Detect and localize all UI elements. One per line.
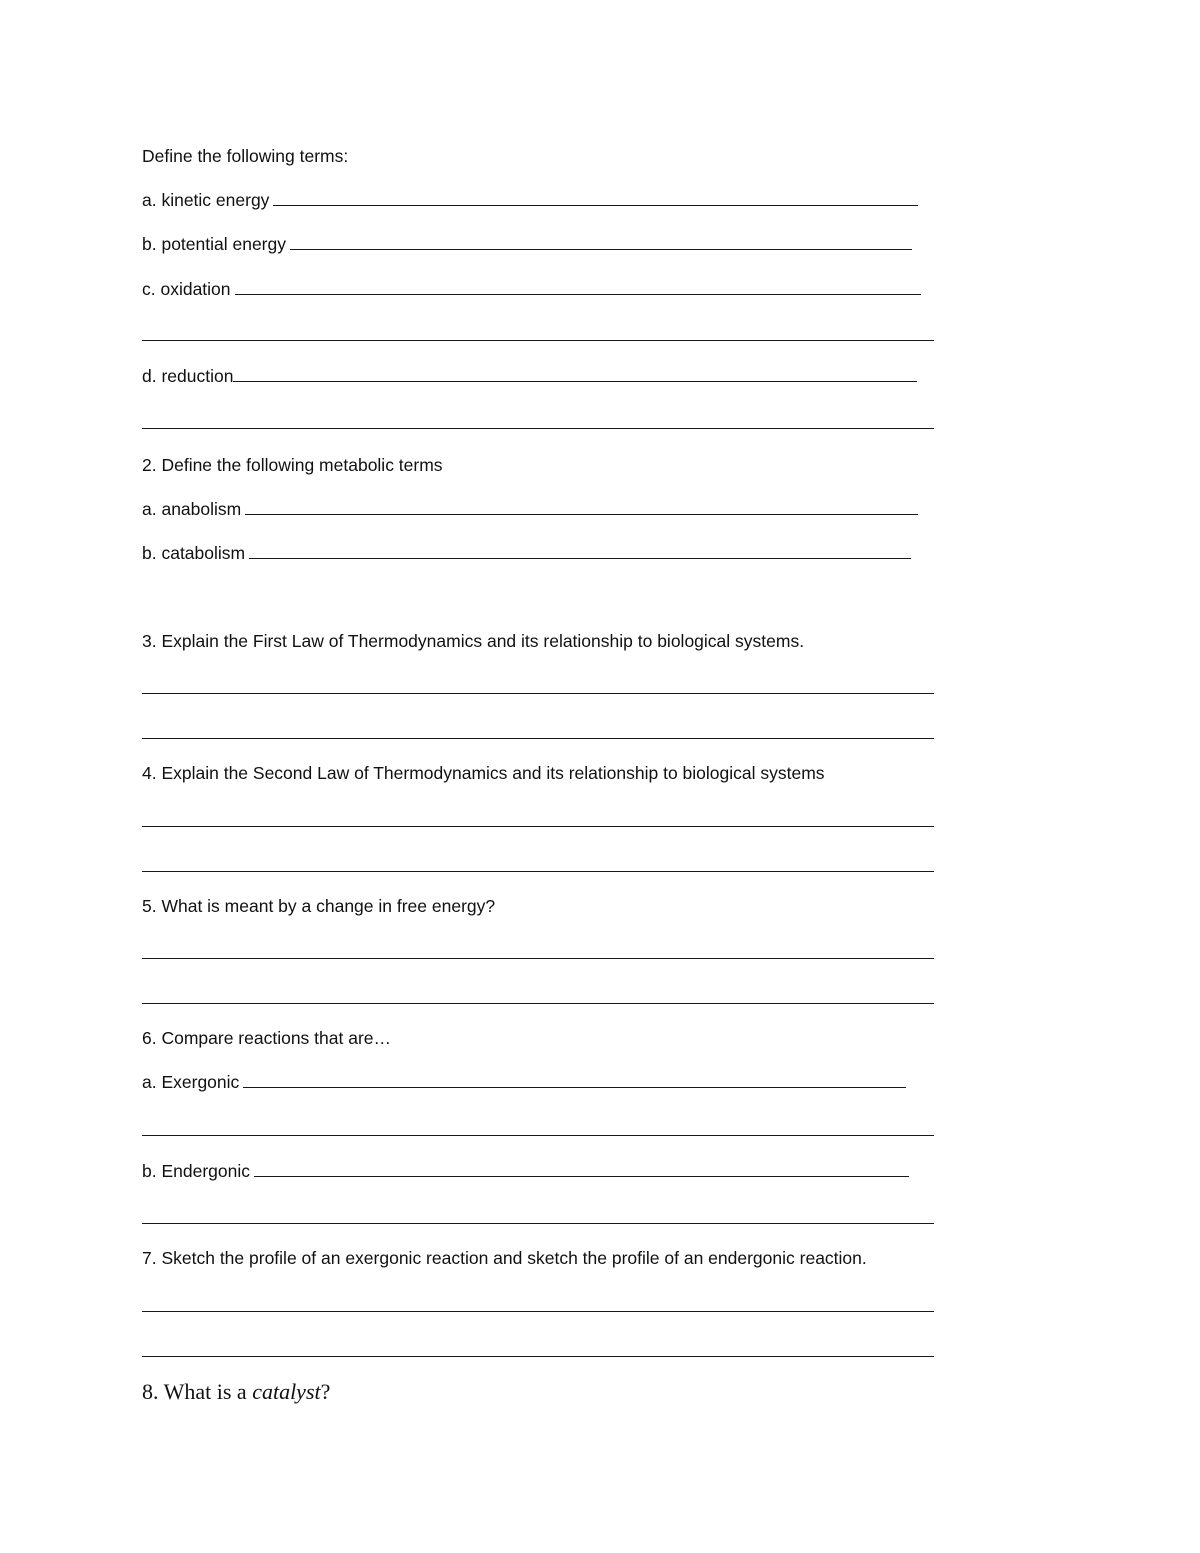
question-2-prompt: 2. Define the following metabolic terms: [142, 455, 443, 475]
question-8-suffix: ?: [320, 1379, 331, 1404]
answer-line[interactable]: [142, 1223, 934, 1224]
term-anabolism: [142, 498, 918, 520]
question-8-prefix: 8. What is a: [142, 1379, 253, 1404]
question-8-prompt: [142, 1379, 330, 1405]
term-exergonic: [142, 1071, 906, 1093]
answer-line[interactable]: [142, 1135, 934, 1136]
question-4-prompt: 4. Explain the Second Law of Thermodynamics and its relationship to biological systems: [142, 763, 825, 783]
term-catabolism: [142, 542, 911, 564]
answer-blank[interactable]: [235, 294, 921, 295]
answer-blank[interactable]: [233, 381, 917, 382]
answer-blank[interactable]: [290, 249, 912, 250]
answer-line[interactable]: [142, 871, 934, 872]
term-label: a. Exergonic: [142, 1072, 240, 1092]
question-5-prompt: 5. What is meant by a change in free energy?: [142, 896, 496, 916]
term-label: a. kinetic energy: [142, 190, 270, 210]
question-6-prompt: 6. Compare reactions that are…: [142, 1028, 392, 1048]
term-label: b. catabolism: [142, 543, 246, 563]
answer-blank[interactable]: [273, 205, 918, 206]
answer-line[interactable]: [142, 693, 934, 694]
term-label: c. oxidation: [142, 279, 231, 299]
answer-blank[interactable]: [245, 514, 918, 515]
question-7-prompt: 7. Sketch the profile of an exergonic reaction and sketch the profile of an endergonic reaction.: [142, 1248, 867, 1268]
worksheet-intro: Define the following terms:: [142, 146, 349, 166]
question-3-prompt: 3. Explain the First Law of Thermodynamics and its relationship to biological systems.: [142, 631, 805, 651]
term-kinetic-energy: [142, 189, 918, 211]
answer-line[interactable]: [142, 958, 934, 959]
question-8-term: catalyst: [252, 1379, 321, 1404]
answer-blank[interactable]: [254, 1176, 909, 1177]
answer-line[interactable]: [142, 738, 934, 739]
term-label: b. potential energy: [142, 234, 286, 254]
term-label: b. Endergonic: [142, 1161, 250, 1181]
answer-line[interactable]: [142, 826, 934, 827]
answer-blank[interactable]: [249, 558, 911, 559]
term-endergonic: [142, 1160, 909, 1182]
term-label: d. reduction: [142, 366, 234, 386]
answer-blank[interactable]: [243, 1087, 906, 1088]
answer-line[interactable]: [142, 340, 934, 341]
term-reduction: [142, 365, 917, 387]
term-label: a. anabolism: [142, 499, 242, 519]
answer-line[interactable]: [142, 1311, 934, 1312]
term-potential-energy: [142, 233, 912, 255]
term-oxidation: [142, 278, 921, 300]
answer-line[interactable]: [142, 428, 934, 429]
answer-line[interactable]: [142, 1003, 934, 1004]
answer-line[interactable]: [142, 1356, 934, 1357]
